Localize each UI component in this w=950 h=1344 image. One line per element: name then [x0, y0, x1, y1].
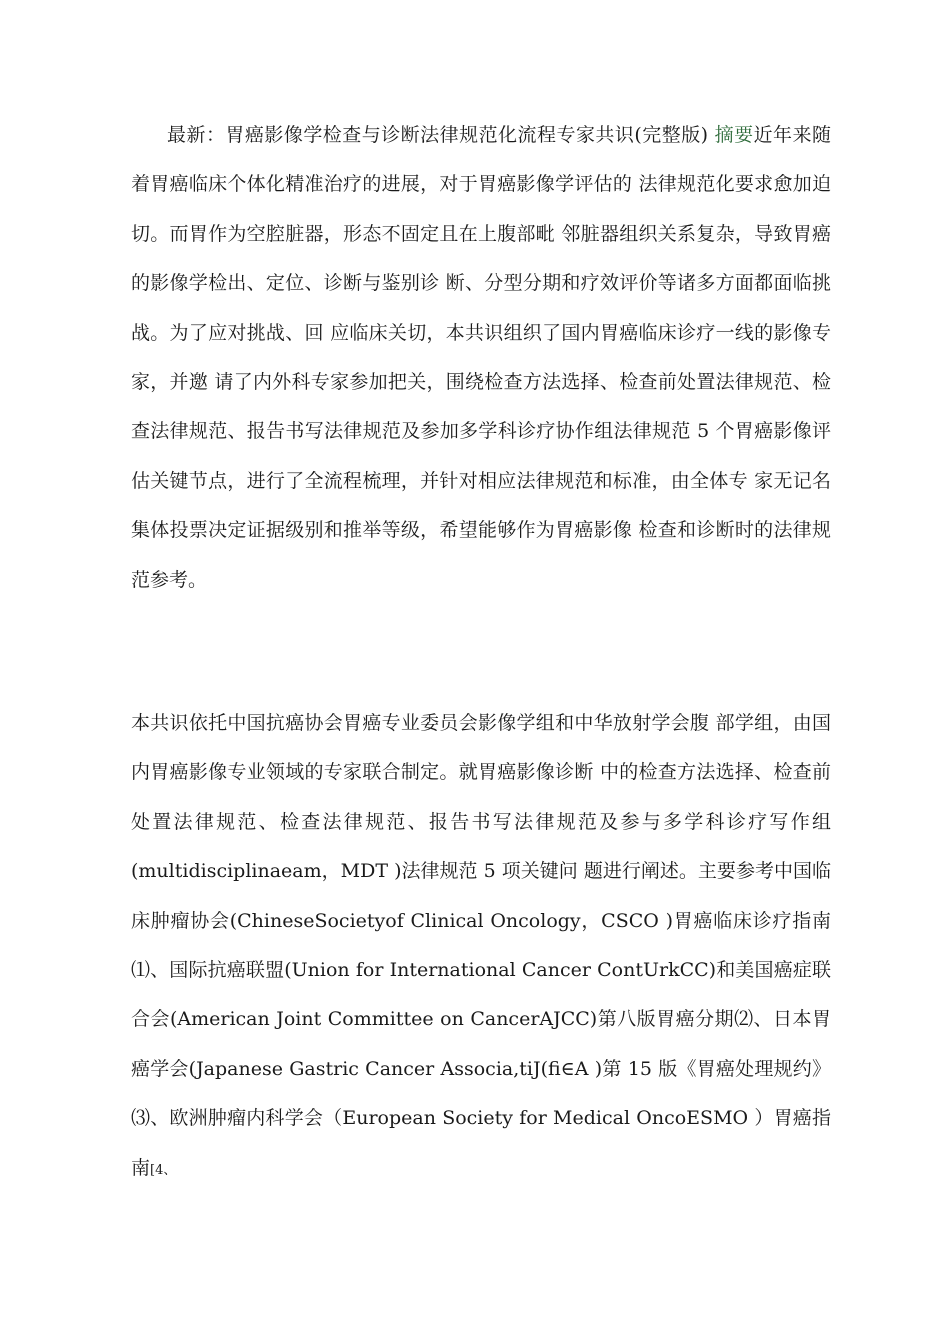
- paragraph-abstract: [131, 111, 831, 605]
- reference-marker: [4、: [150, 1162, 177, 1178]
- document-title: 最新：胃癌影像学检查与诊断法律规范化流程专家共识(完整版): [167, 124, 709, 146]
- background-body: 本共识依托中国抗癌协会胃癌专业委员会影像学组和中华放射学会腹 部学组，由国内胃癌影像专业领域的专家联合制定。就胃癌影像诊断 中的检查方法选择、检查前处置法律规范、检查法律规范、报告书写法律规范及参与多学科诊疗写作组(multidisciplinaeam，MDT )法律规范 5 项关键问 题进行阐述。主要参考中国临床肿瘤协会(ChineseSocietyof Clinical Oncology，CSCO )胃癌临床诊疗指南⑴、国际抗癌联盟(Union for International Cancer ContUrkCC)和美国癌症联合会(American Joint Committee on CancerAJCC)第八版胃癌分期⑵、日本胃癌学会(Japanese Gastric Cancer Associa,tiJ(fi∈A )第 15 版《胃癌处理规约》⑶、欧洲肿瘤内科学会（European Society for Medical OncoESMO ）胃癌指 南: [131, 712, 831, 1179]
- abstract-body: 近年来随着胃癌临床个体化精准治疗的进展，对于胃癌影像学评估的 法律规范化要求愈加迫切。而胃作为空腔脏器，形态不固定且在上腹部毗 邻脏器组织关系复杂，导致胃癌的影像学检出、定位、诊断与鉴别诊 断、分型分期和疗效评价等诸多方面都面临挑战。为了应对挑战、回 应临床关切，本共识组织了国内胃癌临床诊疗一线的影像专家，并邀 请了内外科专家参加把关，围绕检查方法选择、检查前处置法律规范、检 查法律规范、报告书写法律规范及参加多学科诊疗协作组法律规范 5 个胃癌影像评 估关键节点，进行了全流程梳理，并针对相应法律规范和标准，由全体专 家无记名集体投票决定证据级别和推举等级，希望能够作为胃癌影像 检查和诊断时的法律规范参考。: [131, 124, 831, 591]
- paragraph-background: [131, 699, 831, 1195]
- abstract-label: 摘要: [714, 124, 754, 146]
